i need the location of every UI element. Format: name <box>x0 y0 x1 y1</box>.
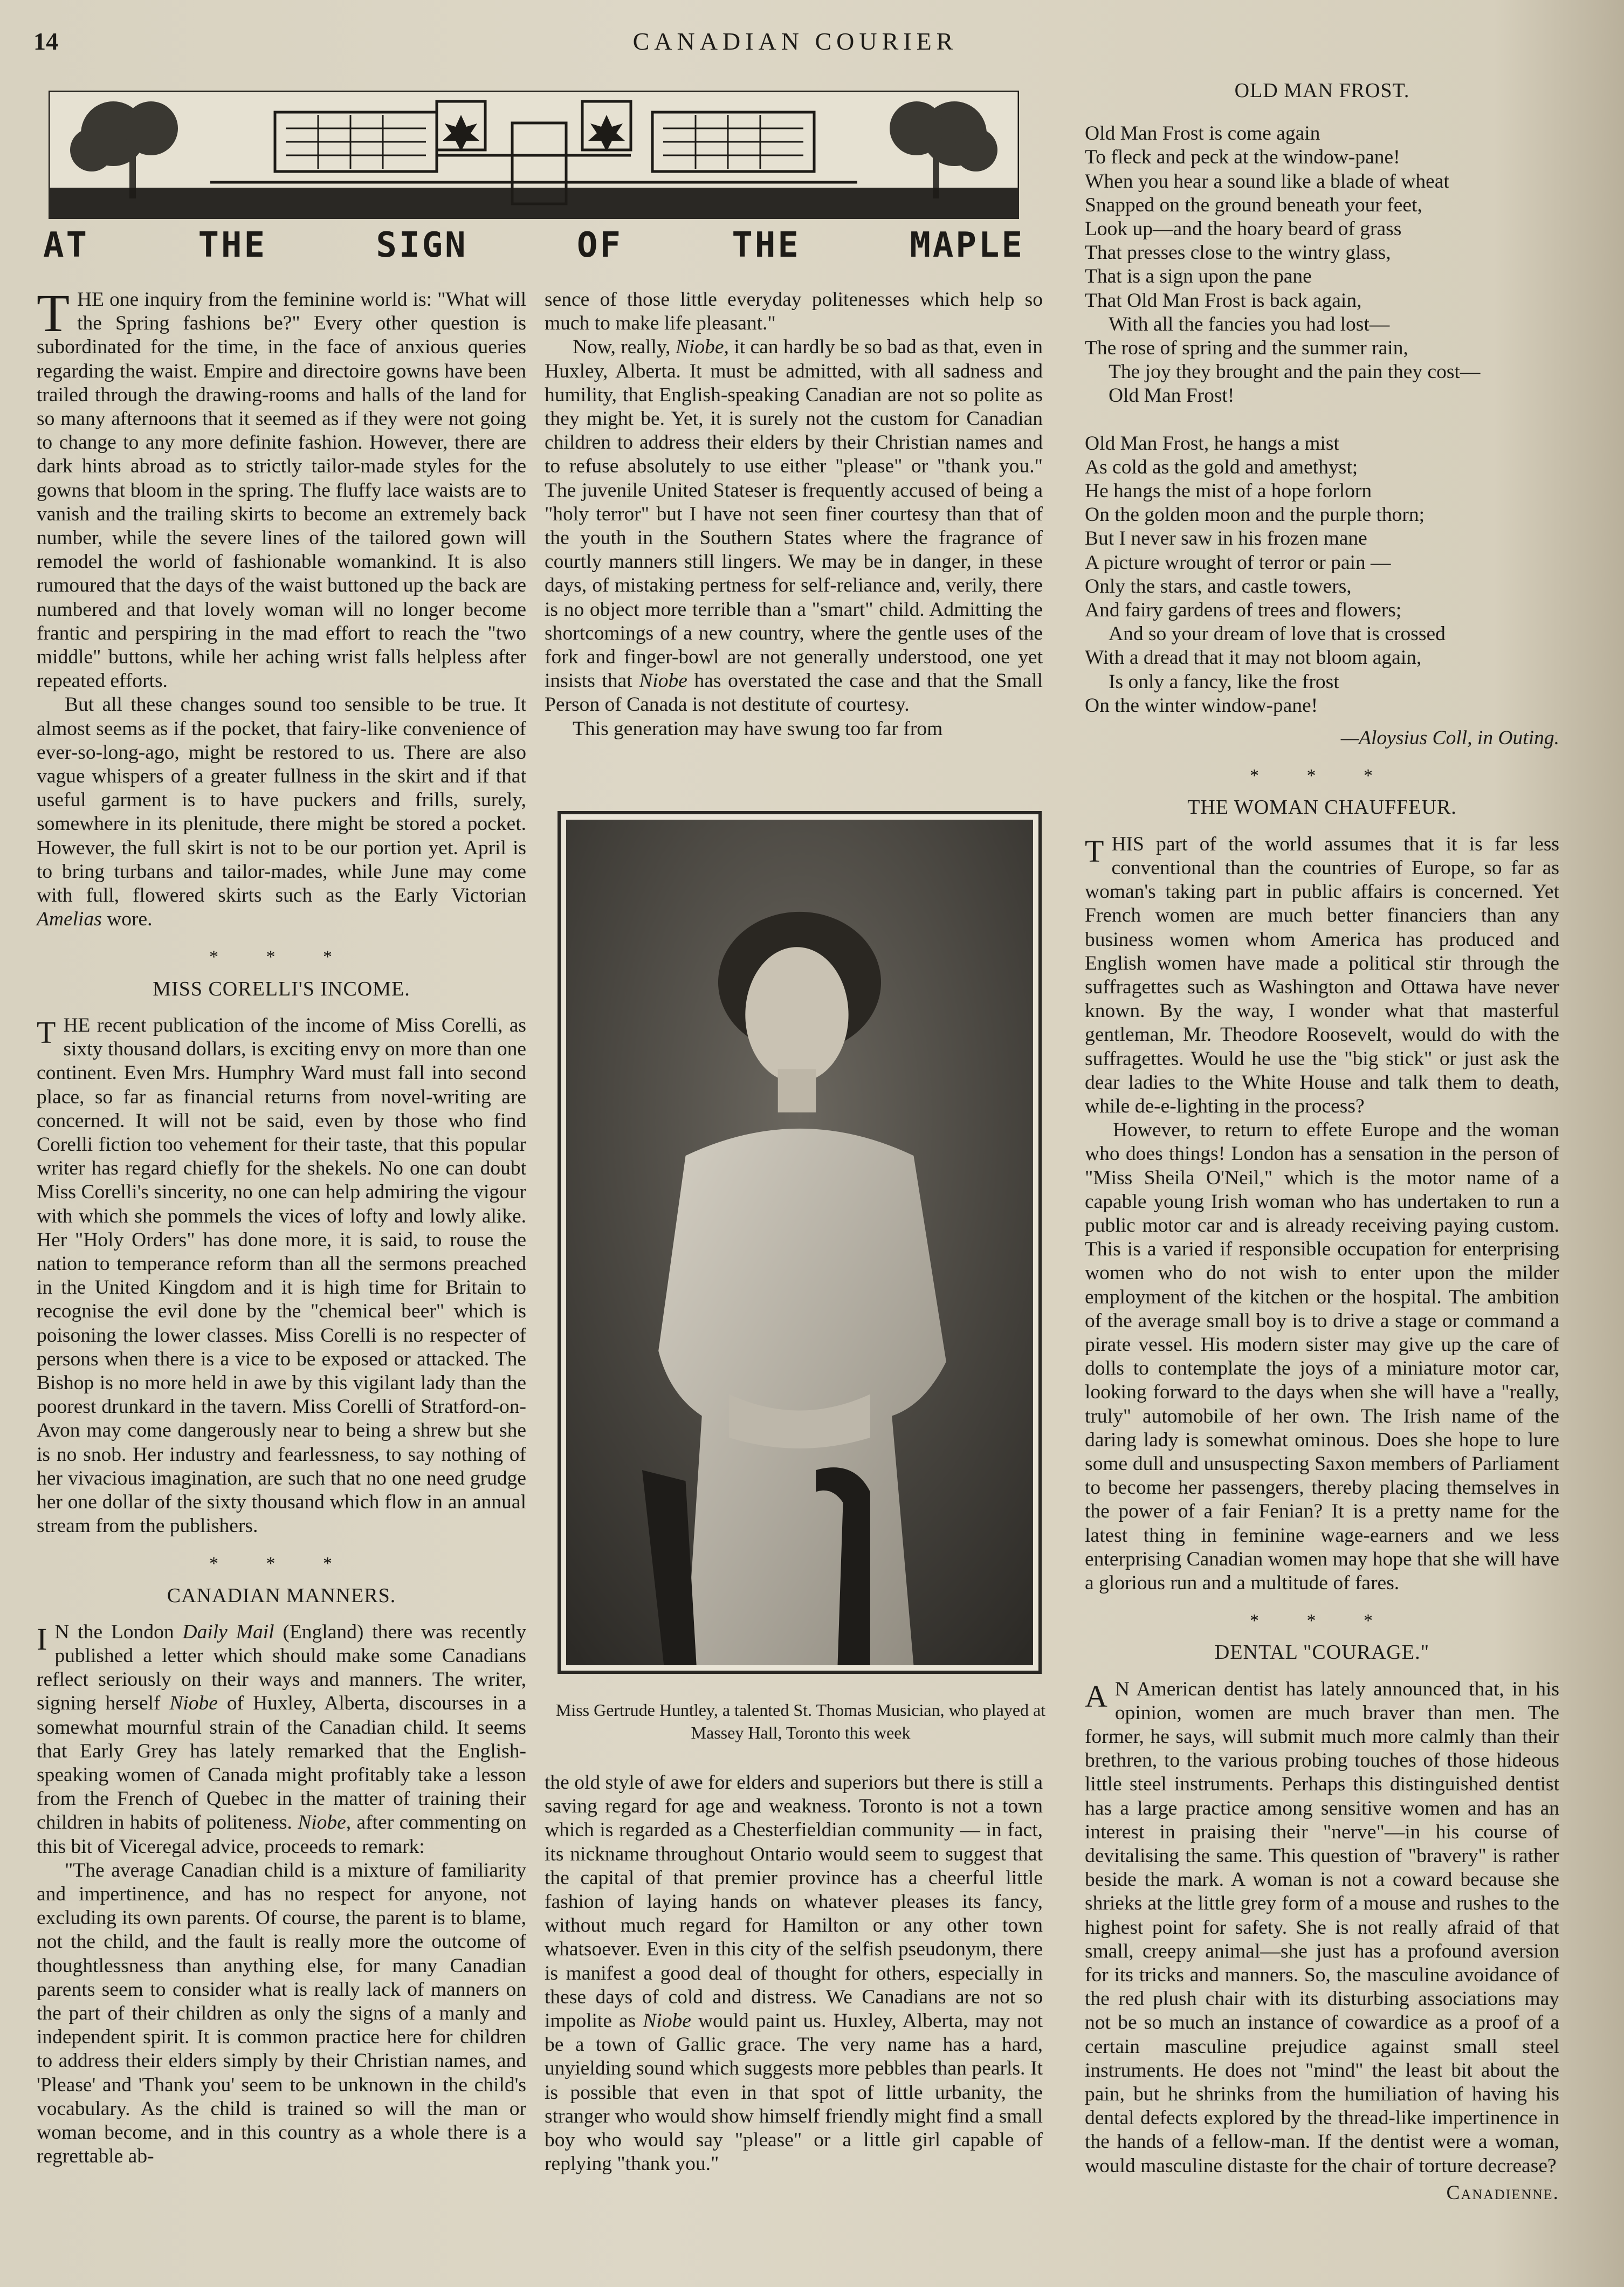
poem-line: With a dread that it may not bloom again, <box>1085 647 1422 669</box>
poem-line: On the winter window-pane! <box>1085 694 1318 717</box>
dental-title: DENTAL "COURAGE." <box>1214 1641 1430 1664</box>
poem-line: Look up—and the hoary beard of grass <box>1085 218 1402 241</box>
poem-line: Is only a fancy, like the frost <box>1109 670 1339 693</box>
intro-paragraph: THE one inquiry from the feminine world is: "What will the Spring fashions be?" Every other question is subordinated for the time, in the face of anxious queries regarding the waist. Empire and directoire gowns have been trailed through the drawing-rooms and halls of the land for so many afternoons that it seemed as if they were not going to change to any more definite fashion. However, there are dark hints abroad as to strictly tailor-made styles for the gowns that bloom in the spring. The fluffy lace waists are to vanish and the trailing skirts to become an extremely back number, while the severe lines of the tailored gown will remodel the world of fashionable womankind. It is also rumoured that the days of the waist buttoned up the back are numbered and that lovely woman will no longer become frantic and perspiring in the mad effort to reach the "two middle" buttons, while her aching wrist falls helpless after repeated efforts. <box>37 283 526 692</box>
headline-word: AT <box>43 225 90 265</box>
niobe-paragraph: Now, really, Niobe, it can hardly be so bad as that, even in Huxley, Alberta. It must be admitted, with all sadness and humility, that English-speaking Canadian are not so polite as they might be. Yet, it is surely not the custom for Canadian children to address their elders by their Christian names and to refuse absolutely to use either "please" or "thank you." The juvenile United Stateser is frequently accused of being a "holy terror" but I have not seen finer courtesy than that of the youth in the Southern States where the fragrance of courtly manners still lingers. We may be in danger, in these days, of mistaking pertness for self-reliance and, verily, there is no object more terrible than a "smart" child. Admitting the shortcomings of a new country, where the gentle uses of the fork and finger-bowl are not generally understood, one yet insists that Niobe has overstated the case and that the Small Person of Canada is not destitute of courtesy. <box>545 336 1043 716</box>
poem-line: Snapped on the ground beneath your feet, <box>1085 194 1422 216</box>
manners-paragraph: I N the London Daily Mail (England) there was recently published a letter which should make some Canadians reflect seriously on their ways and manners. The writer, signing herself Niobe of Huxley, Alberta, discourses in a somewhat mournful strain of the Canadian child. It seems that Early Grey has lately remarked that the English-speaking women of Canada might profitably take a lesson from the French of Quebec in the matter of training their children in habits of politeness. Niobe, after commenting on this bit of Viceregal advice, proceeds to remark: <box>37 1620 526 1858</box>
column-3 <box>1085 79 1559 2205</box>
poem-line: Old Man Frost, he hangs a mist <box>1085 432 1339 455</box>
running-title: CANADIAN COURIER <box>632 28 958 55</box>
poem-title: OLD MAN FROST. <box>1234 79 1410 102</box>
section-divider: * * * <box>209 947 354 967</box>
poem-line: Only the stars, and castle towers, <box>1085 575 1352 597</box>
generation-paragraph: This generation may have swung too far from <box>573 717 943 740</box>
column-2-continued <box>545 1771 1043 2176</box>
poem-stanza-1 <box>1085 122 1559 408</box>
portrait-photo <box>566 820 1033 1665</box>
poem-stanza-2 <box>1085 432 1559 718</box>
toronto-paragraph: the old style of awe for elders and superiors but there is still a saving regard for age and weakness. Toronto is not a town which is regarded as a Chesterfieldian community — in fact, its nickname throughout Ontario would seem to suggest that the capital of that premier province has a cheerful little fashion of laying hands on whatever pleases its fancy, without much regard for Hamilton or any other town whatsoever. Even in this city of the selfish pseudonym, there is manifest a good deal of thought for others, especially in these days of cold and distress. We Canadians are not so impolite as Niobe would paint us. Huxley, Alberta, may not be a town of Gallic grace. The very name has a hard, unyielding sound which suggests more pebbles than pearls. It is possible that even in that spot of little urbanity, the stranger who would show himself friendly might find a small boy who would say "please" or a little girl capable of replying "thank you." <box>545 1771 1043 2175</box>
intro-paragraph-2: But all these changes sound too sensible to be true. It almost seems as if the pocket, that fairy-like convenience of ever-so-long-ago, might be restored to us. There are also vague whispers of a greater fullness in the skirt and if that useful garment is to have puckers and frills, surely, somewhere in its plenitude, there might be stored a pocket. However, the full skirt is not to be our portion yet. April is to bring turbans and tailor-mades, while June may come with full, flowered skirts such as the Early Victorian Amelias wore. <box>37 693 526 931</box>
headline <box>43 225 1024 269</box>
poem-line: And fairy gardens of trees and flowers; <box>1085 599 1402 622</box>
headline-word: THE <box>198 225 267 265</box>
poem-line: That is a sign upon the pane <box>1085 265 1312 288</box>
quote-paragraph: "The average Canadian child is a mixture of familiarity and impertinence, and has no respect for anyone, not excluding its own parents. Of course, the parent is to blame, not the child, and the fault is really more the outcome of thoughtlessness than anything else, for many Canadian parents seem to consider what is really lack of manners on the part of their children as only the signs of a manly and independent spirit. It is common practice here for children to address their elders simply by their Christian names, and 'Please' and 'Thank you' seem to be unknown in the child's vocabulary. As the child is trained so will the man or woman become, and in this country as a whole there is a regrettable ab- <box>37 1859 526 2168</box>
poem-line: That Old Man Frost is back again, <box>1085 289 1362 312</box>
chauffeur-title: THE WOMAN CHAUFFEUR. <box>1187 796 1457 819</box>
chauffeur-paragraph: THIS part of the world assumes that it is far less conventional than the countries of Europe, so far as woman's taking part in public affairs is concerned. Yet French women are much better financiers than any business women whom America has produced and English women have made a political stir through the suffragettes such as Washington and Ottawa have never known. By the way, I wonder what that masterful gentleman, Mr. Theodore Roosevelt, would do with the suffragettes. Would he use the "big stick" or just ask the dear ladies to the White House and talk them to death, while de-e-lighting in the process? <box>1085 833 1559 1117</box>
headline-word: OF <box>576 225 623 265</box>
column-1 <box>37 283 526 2168</box>
dental-paragraph: A N American dentist has lately announced that, in his opinion, women are much braver than men. The former, he says, will submit much more calmly than their brethren, to the various probing touches of those hideous little steel instruments. Perhaps this distinguished dentist has a large practice among sensitive women and has an interest in praising their "nerve"—in his course of devitalising the same. This question of "bravery" is rather beside the mark. A woman is not a coward because she shrieks at the little grey form of a mouse and rushes to the highest point for safety. She is not really afraid of that small, creepy animal—she just has a profound aversion for its tricks and manners. So, the masculine avoidance of the red plush chair with its disturbing associations may not be so much an instance of cowardice as a proof of a certain masculine prejudice against small steel instruments. He does not "mind" the least bit about the pain, but he shrinks from the humiliation of having his dental defects explored by the thread-like impertinence in the hands of a fellow-man. If the dentist were a woman, would masculine distaste for the chair of torture decrease? <box>1085 1678 1559 2177</box>
section-divider: * * * <box>209 1554 354 1574</box>
poem-line: On the golden moon and the purple thorn; <box>1085 504 1425 526</box>
poem-attribution: —Aloysius Coll, in Outing. <box>1340 727 1559 750</box>
section-divider: * * * <box>1250 1611 1394 1631</box>
section-divider: * * * <box>1250 766 1394 786</box>
page-number: 14 <box>33 28 58 55</box>
poem-line: That presses close to the wintry glass, <box>1085 242 1391 264</box>
corelli-title: MISS CORELLI'S INCOME. <box>153 977 410 1000</box>
header-illustration <box>49 91 1019 219</box>
quote-continuation: sence of those little everyday politenesses which help so much to make life pleasant." <box>545 289 1043 335</box>
poem-line: But I never saw in his frozen mane <box>1085 527 1367 550</box>
drop-cap: T <box>37 283 70 343</box>
portrait-photo-frame <box>558 811 1042 1674</box>
headline-word: SIGN <box>376 225 468 265</box>
manners-title: CANADIAN MANNERS. <box>167 1584 396 1607</box>
poem-line: And so your dream of love that is crossed <box>1109 623 1446 645</box>
poem-line: With all the fancies you had lost— <box>1109 313 1390 335</box>
poem-line: The joy they brought and the pain they cost— <box>1109 361 1481 383</box>
poem-line: Old Man Frost is come again <box>1085 122 1320 145</box>
corelli-paragraph: THE recent publication of the income of Miss Corelli, as sixty thousand dollars, is exciting envy on more than one continent. Even Mrs. Humphry Ward must fall into second place, so far as financial returns from novel-writing are concerned. It will not be said, even by those who find Corelli fiction too vehement for their taste, that this popular writer has regard chiefly for the shekels. No one can doubt Miss Corelli's sincerity, no one can help admiring the vigour with which she pommels the vices of lofty and lowly alike. Her "Holy Orders" has done more, it is said, to rouse the nation to temperance reform than all the sermons preached in the United Kingdom and it is high time for Britain to recognise the evil done by the "chemical beer" which is poisoning the lower classes. Miss Corelli is no respecter of persons when there is a vice to be exposed or attacked. The Bishop is no more held in awe by this vigilant lady than the poorest drunkard in the tavern. Miss Corelli of Stratford-on-Avon may come dangerously near to being a shrew but she is no snob. Her industry and fearlessness, to say nothing of her vivacious imagination, are such that no one need grudge her one dollar of the sixty thousand which flow in an annual stream from the publishers. <box>37 1014 526 1537</box>
poem-line: To fleck and peck at the window-pane! <box>1085 146 1400 169</box>
poem-line: He hangs the mist of a hope forlorn <box>1085 480 1372 503</box>
poem-line: A picture wrought of terror or pain — <box>1085 551 1391 574</box>
poem-line: When you hear a sound like a blade of wheat <box>1085 170 1449 193</box>
chauffeur-paragraph-2: However, to return to effete Europe and the woman who does things! London has a sensation in the person of "Miss Sheila O'Neil," which is the motor name of a capable young Irish woman who has undertaken to run a public motor car and is already receiving paying custom. This is a varied if responsible occupation for enterprising women who do not wish to enter upon the milder employment of the kitchen or the hospital. The ambition of the average small boy is to drive a stage or command a pirate vessel. His modern sister may give up the care of dolls to contemplate the joys of a miniature motor car, looking forward to the days when she will have a "really, truly" automobile of her own. The Irish name of the daring lady is somewhat ominous. Does she hope to lure some dull and unsuspecting Saxon members of Parliament to become her passengers, thereby placing themselves in the power of a fair Fenian? It is a pretty name for the latest thing in feminine wage-earners and we less enterprising Canadian women may hope that she will have a glorious run and a multitude of fares. <box>1085 1119 1559 1594</box>
author-signature: Canadienne. <box>1446 2181 1559 2204</box>
poem-line: The rose of spring and the summer rain, <box>1085 337 1408 360</box>
poem-line: Old Man Frost! <box>1109 384 1235 407</box>
headline-word: MAPLE <box>910 225 1024 265</box>
headline-word: THE <box>732 225 801 265</box>
photo-caption: Miss Gertrude Huntley, a talented St. Thomas Musician, who played at Massey Hall, Toronto this week <box>555 1700 1046 1742</box>
column-2 <box>545 288 1043 741</box>
poem-line: As cold as the gold and amethyst; <box>1085 456 1358 478</box>
